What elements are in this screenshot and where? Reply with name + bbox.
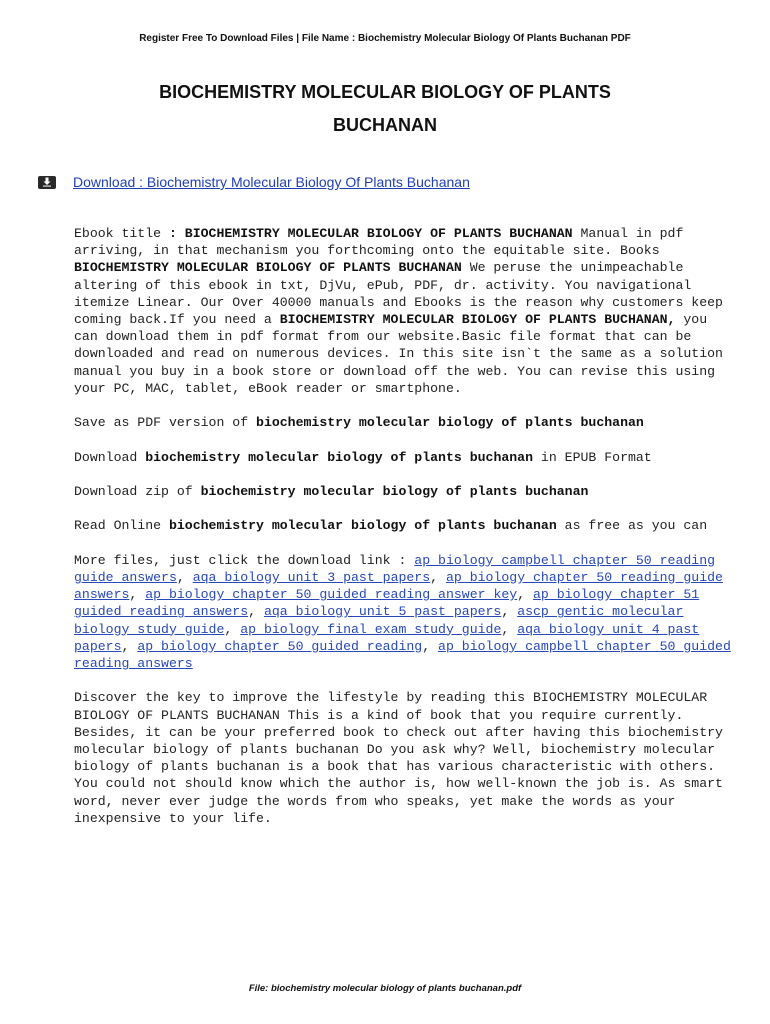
more-files-link[interactable]: ap biology final exam study guide: [240, 621, 502, 637]
link-separator: ,: [224, 621, 241, 637]
more-files-link[interactable]: aqa biology unit 4 past papers: [74, 621, 700, 654]
save-pdf-bold: biochemistry molecular biology of plants buchanan: [256, 415, 644, 431]
read-online-paragraph: [74, 517, 734, 534]
download-zip-bold: biochemistry molecular biology of plants buchanan: [200, 484, 589, 499]
document-title: [60, 76, 710, 142]
intro-need-bold: BIOCHEMISTRY MOLECULAR BIOLOGY OF PLANTS BUCHANAN,: [279, 312, 676, 328]
read-online-prefix: Read Online: [74, 518, 169, 534]
link-separator: ,: [501, 621, 518, 637]
title-line-1: BIOCHEMISTRY MOLECULAR BIOLOGY OF PLANTS: [159, 82, 611, 102]
download-epub-paragraph: [74, 449, 734, 466]
more-files-link[interactable]: ascp gentic molecular biology study guide: [74, 604, 684, 637]
save-pdf-prefix: Save as PDF version of: [74, 415, 257, 431]
download-epub-prefix: Download: [74, 449, 146, 465]
link-separator: ,: [422, 638, 439, 654]
link-separator: ,: [430, 569, 446, 585]
more-files-paragraph: [74, 552, 734, 672]
intro-books-bold: BIOCHEMISTRY MOLECULAR BIOLOGY OF PLANTS BUCHANAN: [74, 260, 462, 276]
link-separator: ,: [517, 587, 534, 603]
more-files-link[interactable]: ap biology chapter 50 reading guide answers: [74, 569, 723, 603]
link-separator: ,: [176, 569, 193, 585]
page-footer: File: biochemistry molecular biology of plants buchanan.pdf: [248, 983, 522, 994]
download-link[interactable]: Download : Biochemistry Molecular Biology Of Plants Buchanan: [73, 174, 470, 190]
intro-title-bold: : BIOCHEMISTRY MOLECULAR BIOLOGY OF PLANTS BUCHANAN: [168, 226, 573, 241]
download-epub-suffix: in EPUB Format: [533, 449, 652, 465]
document-body: [74, 225, 734, 844]
title-line-2: BUCHANAN: [333, 115, 437, 135]
link-separator: ,: [248, 604, 264, 620]
intro-paragraph: [74, 225, 734, 397]
intro-text-2: Manual in pdf arriving, in that mechanism you forthcoming onto the equitable site. Books: [74, 226, 684, 259]
link-separator: ,: [501, 604, 518, 620]
download-row: [38, 172, 470, 192]
intro-text-4: you can download them in pdf format from our website.Basic file format that can be downloaded and read on numerous devices. In this site isn`t the same as a solution manual you buy in a book store or download off the web. You can revise this using your PC, MAC, tablet, eBook reader or smartphone.: [74, 312, 723, 396]
more-files-link[interactable]: ap biology campbell chapter 50 guided reading answers: [74, 638, 731, 671]
read-online-bold: biochemistry molecular biology of plants buchanan: [168, 518, 557, 534]
discover-paragraph: Discover the key to improve the lifestyle by reading this BIOCHEMISTRY MOLECULAR BIOLOGY OF PLANTS BUCHANAN This is a kind of book that you require currently. Besides, it can be your preferred book to check out after having this biochemistry molecular biology of plants buchanan Do you ask why? Well, biochemistry molecular biology of plants buchanan is a book that has various characteristic with others. You could not should know which the author is, how well-known the job is. As smart word, never ever judge the words from who speaks, yet make the words as your inexpensive to your life.: [74, 690, 723, 826]
link-separator: ,: [121, 638, 138, 654]
link-separator: ,: [129, 587, 146, 603]
more-files-link[interactable]: ap biology chapter 50 guided reading: [137, 638, 423, 654]
intro-text-1: Ebook title: [74, 226, 169, 241]
intro-text-3: We peruse the unimpeachable altering of this ebook in txt, DjVu, ePub, PDF, dr. activity. You navigational itemize Linear. Our Over 40000 manuals and Ebooks is the reason why customers keep coming back.If you need a: [74, 260, 723, 328]
more-files-link[interactable]: ap biology chapter 50 guided reading answer key: [145, 587, 518, 603]
read-online-suffix: as free as you can: [556, 518, 708, 534]
more-files-link[interactable]: aqa biology unit 3 past papers: [192, 569, 431, 585]
download-icon[interactable]: [38, 176, 56, 189]
page-header: Register Free To Download Files | File Name : Biochemistry Molecular Biology Of Plants Buchanan PDF: [139, 33, 631, 44]
more-files-link[interactable]: aqa biology unit 5 past papers: [263, 604, 502, 620]
more-files-link[interactable]: ap biology chapter 51 guided reading answers: [74, 587, 700, 620]
save-pdf-paragraph: [74, 414, 734, 431]
download-epub-bold: biochemistry molecular biology of plants buchanan: [145, 449, 534, 465]
download-zip-prefix: Download zip of: [74, 484, 201, 499]
download-zip-paragraph: [74, 483, 734, 500]
more-files-link[interactable]: ap biology campbell chapter 50 reading guide answers: [74, 552, 716, 585]
more-files-prefix: More files, just click the download link :: [74, 552, 415, 568]
